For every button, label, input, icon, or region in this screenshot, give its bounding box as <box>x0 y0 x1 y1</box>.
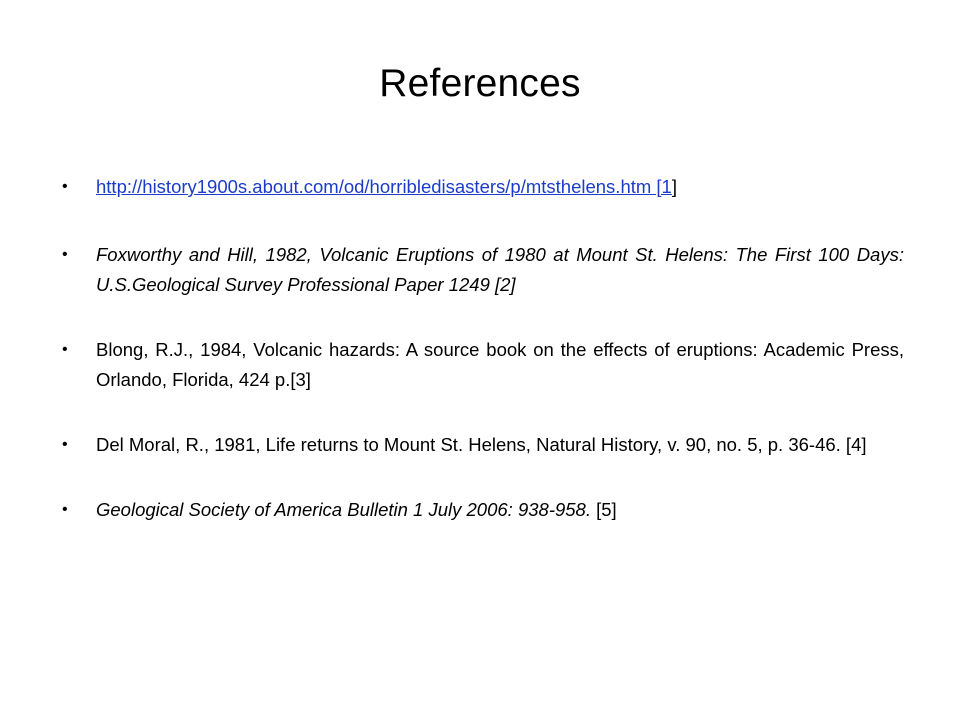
reference-item-1 <box>62 172 904 202</box>
reference-text <box>96 176 677 197</box>
bullet-icon: • <box>62 436 68 453</box>
reference-suffix: ] <box>671 176 677 197</box>
bullet-icon: • <box>62 501 68 518</box>
slide-title: References <box>379 62 581 105</box>
reference-tag: [5] <box>590 499 617 520</box>
reference-item-3 <box>62 335 904 395</box>
reference-citation: Geological Society of America Bulletin 1 July 2006: 938-958. <box>96 499 591 520</box>
bullet-icon: • <box>62 341 68 358</box>
reference-item-2 <box>62 240 904 300</box>
reference-link[interactable]: http://history1900s.about.com/od/horribledisasters/p/mtsthelens.htm [1 <box>96 176 672 197</box>
reference-text: Blong, R.J., 1984, Volcanic hazards: A source book on the effects of eruptions: Academic Press, Orlando, Florida, 424 p.[3] <box>96 339 904 390</box>
bullet-icon: • <box>62 246 68 263</box>
reference-text <box>96 499 617 520</box>
reference-item-4 <box>62 430 904 460</box>
reference-text: Del Moral, R., 1981, Life returns to Mount St. Helens, Natural History, v. 90, no. 5, p. 36-46. [4] <box>96 434 867 455</box>
bullet-icon: • <box>62 178 68 195</box>
reference-item-5 <box>62 495 904 525</box>
reference-text: Foxworthy and Hill, 1982, Volcanic Eruptions of 1980 at Mount St. Helens: The First 100 Days: U.S.Geological Survey Professional Paper 1249 [2] <box>96 244 904 295</box>
reference-list <box>62 172 904 560</box>
